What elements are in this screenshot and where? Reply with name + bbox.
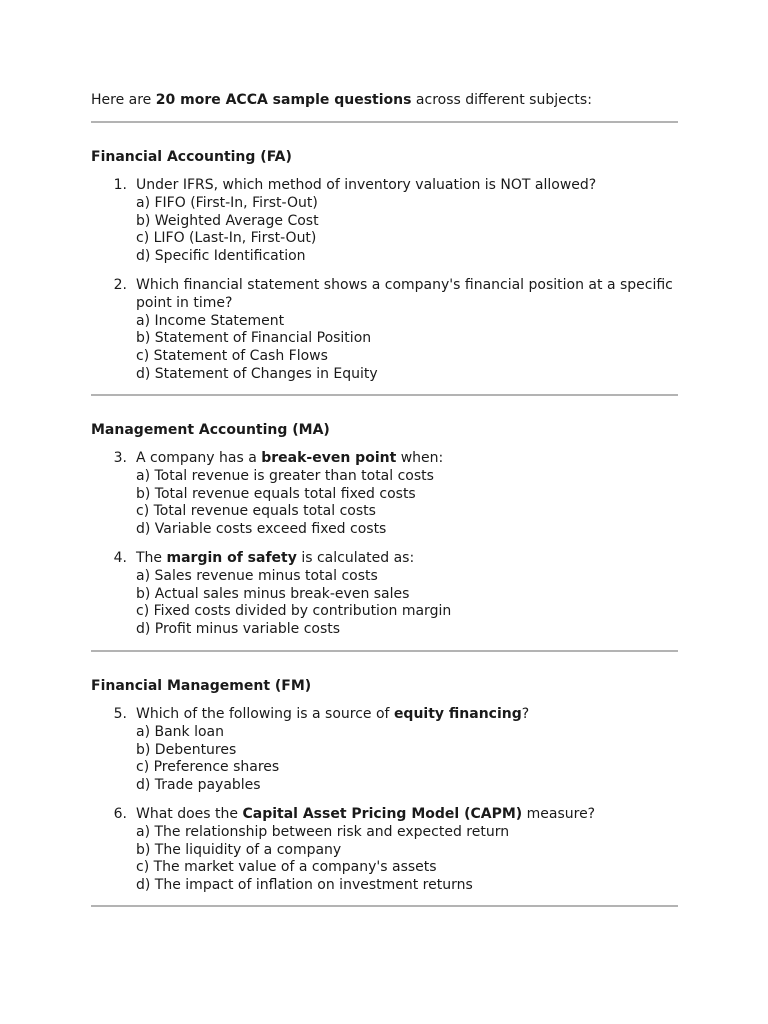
question-text xyxy=(136,450,681,468)
option-d: d) Profit minus variable costs xyxy=(136,621,341,638)
question-1 xyxy=(91,177,681,266)
option-a: a) FIFO (First-In, First-Out) xyxy=(136,194,318,211)
question-text-suffix: when: xyxy=(396,450,444,466)
question-text-bold: Capital Asset Pricing Model (CAPM) xyxy=(242,806,523,822)
option-b: b) The liquidity of a company xyxy=(136,841,342,858)
question-2 xyxy=(91,277,681,384)
divider xyxy=(91,650,678,652)
option-d: d) Specific Identification xyxy=(136,248,306,265)
option-a: a) Income Statement xyxy=(136,312,285,329)
question-text-bold: equity financing xyxy=(393,706,522,722)
option-b: b) Debentures xyxy=(136,741,237,758)
question-number: 5. xyxy=(113,706,127,722)
option-d: d) Statement of Changes in Equity xyxy=(136,365,378,382)
question-text-suffix: ? xyxy=(521,706,530,722)
option-c: c) Total revenue equals total costs xyxy=(136,503,376,520)
question-text-bold: margin of safety xyxy=(166,550,297,566)
intro-bold: 20 more ACCA sample questions xyxy=(155,92,412,108)
intro-prefix: Here are xyxy=(91,92,156,108)
option-b: b) Total revenue equals total fixed costs xyxy=(136,485,416,502)
divider xyxy=(91,394,678,396)
option-b: b) Statement of Financial Position xyxy=(136,330,372,347)
intro-text xyxy=(91,92,592,110)
question-text-prefix: The xyxy=(136,550,167,566)
option-c: c) Fixed costs divided by contribution margin xyxy=(136,603,452,620)
question-text-bold: break-even point xyxy=(261,450,397,466)
question-5 xyxy=(91,706,681,795)
question-number: 3. xyxy=(113,450,127,466)
question-text: point in time? xyxy=(136,294,233,311)
question-4 xyxy=(91,550,681,639)
option-d: d) Trade payables xyxy=(136,777,261,794)
question-text-prefix: What does the xyxy=(136,806,243,822)
option-a: a) Total revenue is greater than total costs xyxy=(136,467,434,484)
option-d: d) The impact of inflation on investment returns xyxy=(136,877,473,894)
question-number: 4. xyxy=(113,550,127,566)
section-title-fm: Financial Management (FM) xyxy=(91,678,312,694)
option-c: c) The market value of a company's assets xyxy=(136,859,437,876)
intro-suffix: across different subjects: xyxy=(411,92,592,108)
divider xyxy=(91,121,678,123)
section-title-fa: Financial Accounting (FA) xyxy=(91,149,292,165)
question-text xyxy=(136,550,681,568)
option-b: b) Weighted Average Cost xyxy=(136,212,319,229)
option-b: b) Actual sales minus break-even sales xyxy=(136,585,410,602)
option-a: a) The relationship between risk and expected return xyxy=(136,823,510,840)
section-title-ma: Management Accounting (MA) xyxy=(91,422,330,438)
question-text xyxy=(136,706,681,724)
option-c: c) LIFO (Last-In, First-Out) xyxy=(136,230,317,247)
question-number: 1. xyxy=(113,177,127,193)
question-number: 2. xyxy=(113,277,127,293)
question-text xyxy=(136,806,681,824)
option-a: a) Sales revenue minus total costs xyxy=(136,567,378,584)
divider xyxy=(91,905,678,907)
option-c: c) Statement of Cash Flows xyxy=(136,348,328,365)
question-text-suffix: measure? xyxy=(522,806,596,822)
question-3 xyxy=(91,450,681,539)
question-text-prefix: A company has a xyxy=(136,450,262,466)
option-a: a) Bank loan xyxy=(136,723,225,740)
question-text-prefix: Which of the following is a source of xyxy=(136,706,394,722)
question-text: Under IFRS, which method of inventory valuation is NOT allowed? xyxy=(136,177,597,193)
option-c: c) Preference shares xyxy=(136,759,280,776)
question-number: 6. xyxy=(113,806,127,822)
question-text-suffix: is calculated as: xyxy=(296,550,415,566)
option-d: d) Variable costs exceed fixed costs xyxy=(136,521,387,538)
question-text: Which financial statement shows a company's financial position at a specific xyxy=(136,277,673,293)
question-6 xyxy=(91,806,681,895)
